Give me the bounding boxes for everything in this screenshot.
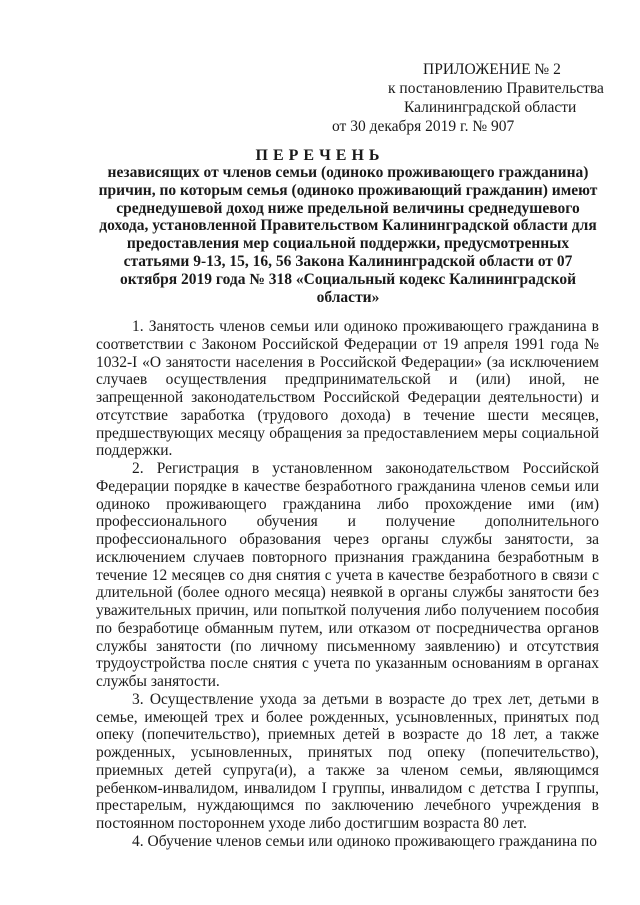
appendix-block xyxy=(332,60,602,136)
paragraph-2: 2. Регистрация в установленном законодательством Российской Федерации порядке в качестве безработного гражданина членов семьи или одиноко проживающего гражданина либо прохождение ими (им) профессионального обучения и получение дополнительного профессионального образования через органы службы занятости, за исключением случаев повторного признания гражданина безработным в течение 12 месяцев со дня снятия с учета в качестве безработного в связи с длительной (более одного месяца) неявкой в органы службы занятости без уважительных причин, или попыткой получения либо получением пособия по безработице обманным путем, или отказом от посредничества органов службы занятости (по личному письменному заявлению) и отсутствия трудоустройства после снятия с учета по указанным основаниям в органах службы занятости. xyxy=(96,460,599,690)
document-subtitle: независящих от членов семьи (одиноко проживающего гражданина) причин, по которым семья (одиноко проживающий гражданин) имеют среднедушевой доход ниже предельной величины среднедушевого дохода, установленной Правительством Калининградской области для предоставления мер социальной поддержки, предусмотренных статьями 9-13, 15, 16, 56 Закона Калининградской области от 07 октября 2019 года № 318 «Социальный кодекс Калининградской области» xyxy=(98,164,598,306)
appendix-region: Калининградской области xyxy=(404,99,577,116)
paragraph-3: 3. Осуществление ухода за детьми в возрасте до трех лет, детьми в семье, имеющей трех и более рожденных, усыновленных, принятых под опеку (попечительство), приемных детей в возрасте до 18 лет, а также рожденных, усыновленных, принятых под опеку (попечительство), приемных детей супруга(и), а также за членом семьи, являющимся ребенком-инвалидом, инвалидом I группы, инвалидом с детства I группы, престарелым, нуждающимся по заключению лечебного учреждения в постоянном постороннем уходе либо достигшим возраста 80 лет. xyxy=(96,690,599,832)
document-title: ПЕРЕЧЕНЬ xyxy=(255,147,385,164)
appendix-number: ПРИЛОЖЕНИЕ № 2 xyxy=(423,61,561,78)
document-body xyxy=(96,318,599,851)
paragraph-1: 1. Занятость членов семьи или одиноко проживающего гражданина в соответствии с Законом Российской Федерации от 19 апреля 1991 года № 1032-I «О занятости населения в Российской Федерации» (за исключением случаев осуществления предпринимательской и (или) иной, не запрещенной законодательством Российской Федерации деятельности) и отсутствие заработка (трудового дохода) в течение шести месяцев, предшествующих месяцу обращения за предоставлением меры социальной поддержки. xyxy=(96,318,599,460)
appendix-reference: к постановлению Правительства xyxy=(388,80,604,97)
appendix-date: от 30 декабря 2019 г. № 907 xyxy=(332,118,515,135)
paragraph-4: 4. Обучение членов семьи или одиноко проживающего гражданина по xyxy=(132,832,598,850)
